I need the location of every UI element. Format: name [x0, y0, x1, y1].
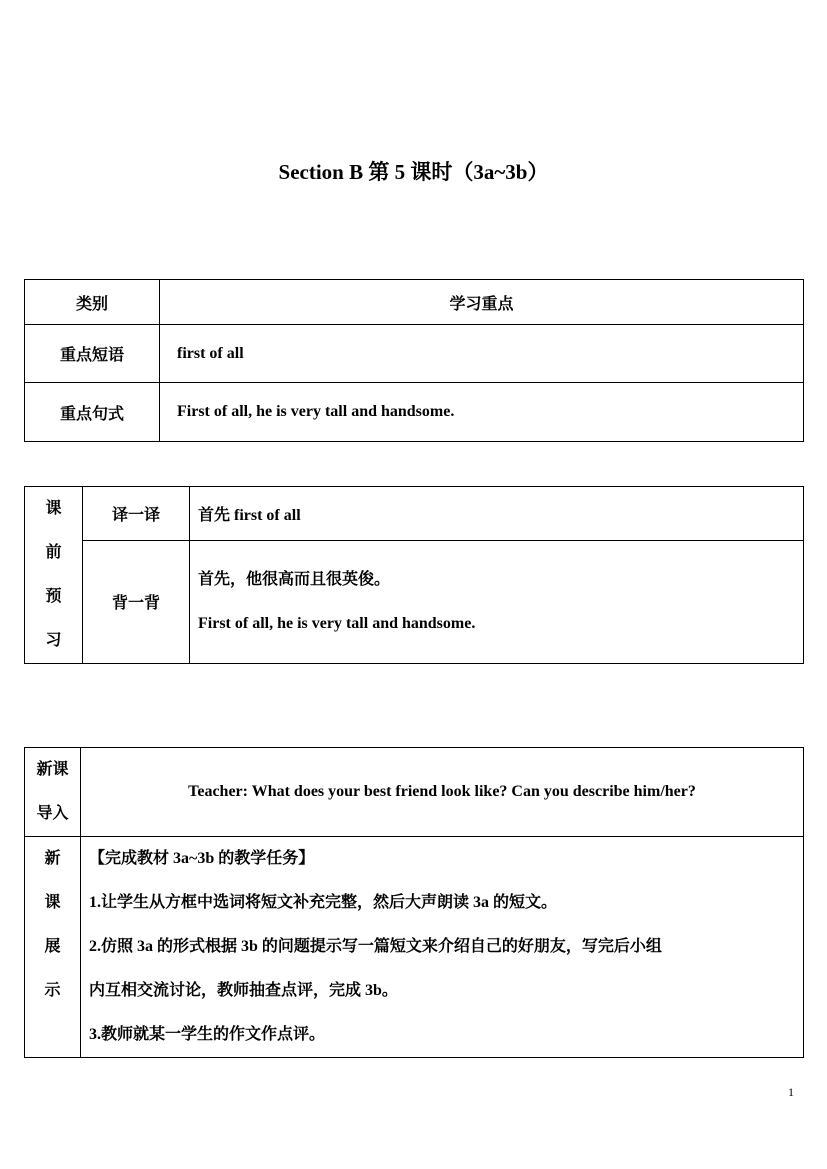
side-char: 课	[44, 894, 61, 911]
recite-line: 首先，他很高而且很英俊。	[198, 570, 391, 588]
recite-value	[190, 540, 804, 663]
show-line: 3.教师就某一学生的作文作点评。	[89, 1026, 326, 1043]
show-line: 【完成教材 3a~3b 的教学任务】	[89, 850, 315, 867]
show-line: 2.仿照 3a 的形式根据 3b 的问题提示写一篇短文来介绍自己的好朋友，写完后小组	[89, 938, 662, 955]
translate-value: 首先 first of all	[190, 487, 804, 541]
show-line: 1.让学生从方框中选词将短文补充完整，然后大声朗读 3a 的短文。	[89, 894, 558, 911]
table-row	[25, 383, 804, 442]
side-char: 示	[44, 982, 61, 999]
intro-label-line: 导入	[36, 805, 69, 822]
recite-line: First of all, he is very tall and handsome.	[198, 614, 476, 632]
show-line: 内互相交流讨论，教师抽查点评，完成 3b。	[89, 982, 398, 999]
preview-side-label	[25, 487, 83, 664]
intro-label	[25, 748, 81, 837]
row-label: 重点句式	[25, 383, 160, 442]
header-category: 类别	[25, 280, 160, 325]
side-char: 展	[44, 938, 61, 955]
show-content	[81, 837, 804, 1058]
show-label	[25, 837, 81, 1058]
side-char: 前	[45, 544, 62, 561]
intro-text: Teacher: What does your best friend look like? Can you describe him/her?	[81, 748, 804, 837]
page-title: Section B 第 5 课时（3a~3b）	[278, 160, 549, 184]
recite-label: 背一背	[83, 540, 190, 663]
header-focus: 学习重点	[160, 280, 804, 325]
preview-table	[24, 486, 804, 664]
row-value: first of all	[160, 325, 804, 383]
side-char: 新	[44, 850, 61, 867]
table-header-row	[25, 280, 804, 325]
focus-table	[24, 279, 804, 442]
side-char: 课	[45, 500, 62, 517]
side-char: 习	[45, 632, 62, 649]
row-label: 重点短语	[25, 325, 160, 383]
page-number: 1	[788, 1085, 794, 1099]
row-value: First of all, he is very tall and handsome.	[160, 383, 804, 442]
intro-label-line: 新课	[36, 761, 69, 778]
table-row	[25, 325, 804, 383]
translate-label: 译一译	[83, 487, 190, 541]
side-char: 预	[45, 588, 62, 605]
lesson-table	[24, 747, 804, 1058]
